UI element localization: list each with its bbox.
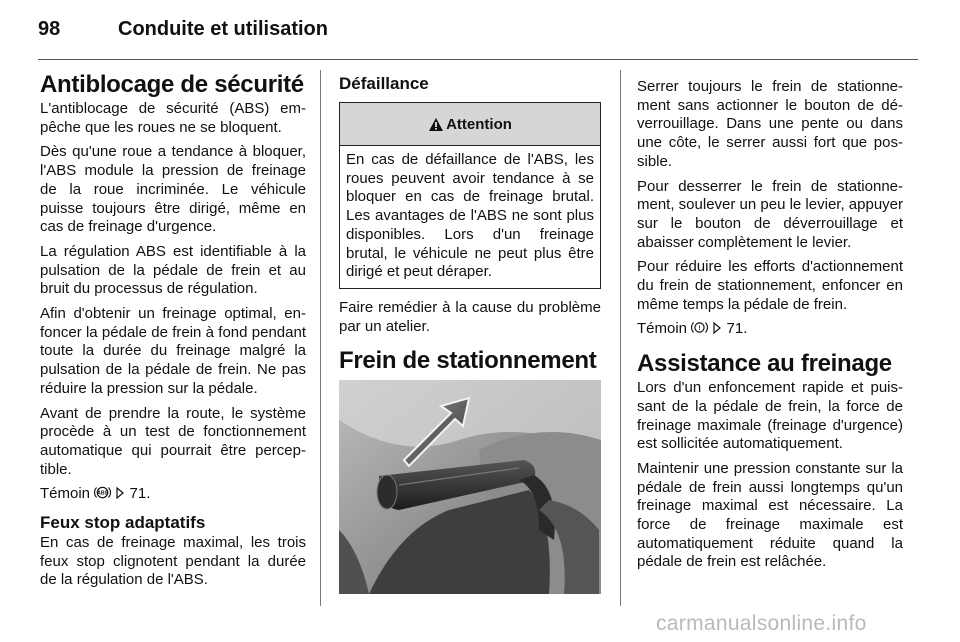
page-header (38, 18, 918, 48)
paragraph: Serrer toujours le frein de stationnement sans actionner le bouton de déverrouillage. Dans une pente ou dans une côte, le serrer aussi fort que possible. (637, 78, 903, 170)
header-rule (38, 59, 918, 60)
warning-triangle-icon (428, 117, 444, 132)
paragraph: Avant de prendre la route, le système procède à un test de fonctionnement automatique qui pourrait être perceptible. (40, 404, 306, 478)
warning-body (340, 146, 600, 288)
temoin-label: Témoin (637, 320, 688, 338)
subheading-feux-stop: Feux stop adaptatifs (40, 513, 206, 533)
paragraph: Afin d'obtenir un freinage optimal, enfoncer la pédale de frein à fond pendant toute la durée du freinage malgré la pulsation de la pédale de frein. Ne pas réduire la pression sur la pédale. (40, 305, 306, 397)
column-divider (320, 70, 321, 606)
section-heading-defaillance: Défaillance (339, 74, 429, 93)
section-heading-frein-stationnement: Frein de stationnement (339, 347, 597, 375)
section-heading-assistance: Assistance au freinage (637, 350, 892, 378)
column-1 (40, 70, 306, 596)
warning-text: En cas de défaillance de l'ABS, les roues peuvent avoir tendance à se bloquer en cas de freinage brutal. Les avantages de l'ABS ne sont plus disponibles. Lors d'un freinage brutal, le véhicule ne peut plus être dirigé et peut déraper. (346, 151, 594, 281)
temoin-line (637, 320, 903, 341)
warning-title: Attention (446, 115, 512, 133)
page-ref-arrow-icon (115, 486, 125, 506)
svg-text:!: ! (698, 325, 701, 333)
temoin-page-ref: 71. (129, 485, 151, 503)
page-number: 98 (38, 18, 61, 40)
parking-brake-photo (339, 380, 601, 594)
paragraph: En cas de freinage maximal, les trois feux stop clignotent pendant la durée de la régulation de l'ABS. (40, 534, 306, 589)
warning-box (339, 102, 601, 289)
paragraph: Pour desserrer le frein de stationnement, soulever un peu le levier, appuyer sur le bouton de déverrouillage et abaisser complètement le levier. (637, 177, 903, 251)
paragraph: Maintenir une pression constante sur la pédale de frein aussi longtemps qu'un freinage maximal est nécessaire. La force de freinage maximale est automatiquement réduite quand la pédale de frein est relâchée. (637, 459, 903, 571)
parking-brake-warning-icon (691, 320, 708, 341)
svg-text:ABS: ABS (97, 490, 108, 497)
page-ref-arrow-icon (712, 321, 722, 341)
paragraph: Faire remédier à la cause du problème par un atelier. (339, 298, 601, 335)
chapter-title: Conduite et utilisation (118, 18, 328, 40)
temoin-label: Témoin (40, 485, 91, 503)
abs-warning-icon (94, 485, 111, 506)
paragraph: Lors d'un enfoncement rapide et puissant de la pédale de frein, la force de freinage maximale (freinage d'urgence) est sollicitée automatiquement. (637, 379, 903, 453)
warning-header (340, 103, 600, 146)
paragraph: Pour réduire les efforts d'actionnement du frein de stationnement, enfoncer en même temps la pédale de frein. (637, 258, 903, 313)
temoin-line (40, 485, 306, 506)
column-divider (620, 70, 621, 606)
column-2 (339, 70, 601, 594)
watermark: carmanualsonline.info (656, 612, 867, 635)
section-heading-abs: Antiblocage de sécurité (40, 71, 304, 98)
temoin-page-ref: 71. (726, 320, 748, 338)
paragraph: Dès qu'une roue a tendance à bloquer, l'ABS module la pression de freinage de la roue incriminée. Le véhicule puisse toujours être dirigé, même en cas de freinage d'urgence. (40, 143, 306, 236)
column-3 (637, 78, 903, 578)
paragraph: La régulation ABS est identifiable à la pulsation de la pédale de frein et au bruit du processus de régulation. (40, 242, 306, 298)
paragraph: L'antiblocage de sécurité (ABS) empêche que les roues ne se bloquent. (40, 100, 306, 136)
